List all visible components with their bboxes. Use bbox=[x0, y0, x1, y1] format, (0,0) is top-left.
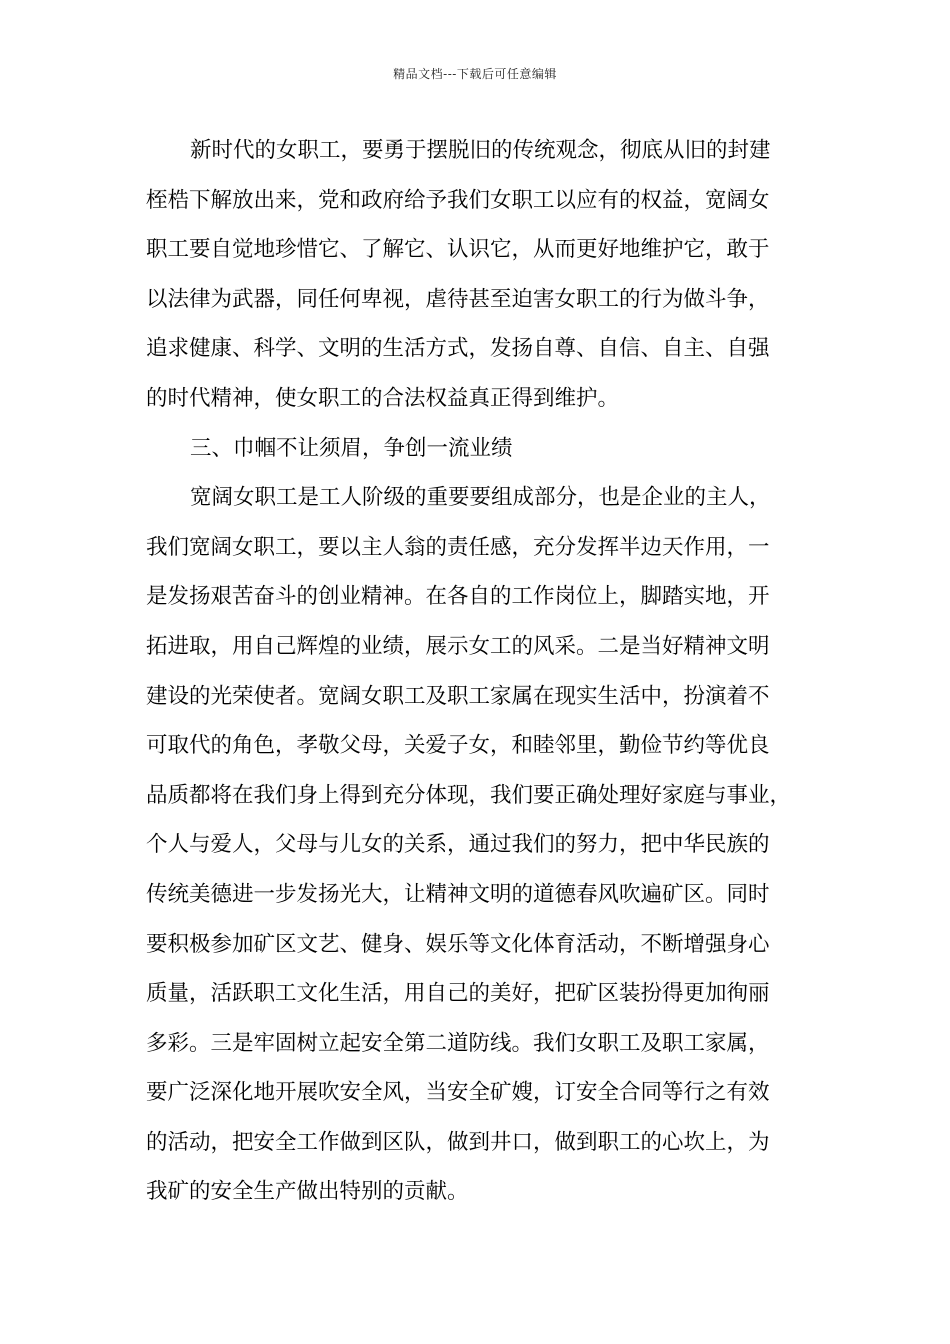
text-line: 三、巾帼不让须眉，争创一流业绩 bbox=[190, 435, 513, 461]
text-line: 的时代精神，使女职工的合法权益真正得到维护。 bbox=[146, 385, 620, 411]
page-header: 精品文档---下载后可任意编辑 bbox=[393, 67, 557, 81]
text-line: 个人与爱人，父母与儿女的关系，通过我们的努力，把中华民族的 bbox=[146, 832, 770, 858]
text-line: 我矿的安全生产做出特别的贡献。 bbox=[146, 1179, 469, 1205]
text-line: 新时代的女职工，要勇于摆脱旧的传统观念，彻底从旧的封建 bbox=[190, 138, 771, 163]
text-line: 宽阔女职工是工人阶级的重要要组成部分，也是企业的主人， bbox=[190, 485, 771, 511]
text-line: 要积极参加矿区文艺、健身、娱乐等文化体育活动，不断增强身心 bbox=[146, 931, 770, 957]
text-line: 要广泛深化地开展吹安全风，当安全矿嫂，订安全合同等行之有效 bbox=[146, 1080, 770, 1106]
text-line: 职工要自觉地珍惜它、了解它、认识它，从而更好地维护它，敢于 bbox=[146, 237, 770, 263]
text-line: 追求健康、科学、文明的生活方式，发扬自尊、自信、自主、自强 bbox=[146, 336, 770, 362]
text-line: 以法律为武器，同任何卑视，虐待甚至迫害女职工的行为做斗争， bbox=[146, 286, 770, 312]
text-line: 品质都将在我们身上得到充分体现，我们要正确处理好家庭与事业， bbox=[146, 782, 792, 808]
text-line: 是发扬艰苦奋斗的创业精神。在各自的工作岗位上，脚踏实地，开 bbox=[146, 584, 770, 610]
text-line: 可取代的角色，孝敬父母，关爱子女，和睦邻里，勤俭节约等优良 bbox=[146, 733, 770, 759]
text-line: 多彩。三是牢固树立起安全第二道防线。我们女职工及职工家属， bbox=[146, 1030, 770, 1056]
text-line: 传统美德进一步发扬光大，让精神文明的道德春风吹遍矿区。同时 bbox=[146, 881, 770, 907]
text-line: 桎梏下解放出来，党和政府给予我们女职工以应有的权益，宽阔女 bbox=[146, 187, 770, 213]
text-line: 拓进取，用自己辉煌的业绩，展示女工的风采。二是当好精神文明 bbox=[146, 633, 770, 659]
text-line: 建设的光荣使者。宽阔女职工及职工家属在现实生活中，扮演着不 bbox=[146, 683, 770, 709]
body-text bbox=[146, 131, 816, 1222]
text-line: 的活动，把安全工作做到区队，做到井口，做到职工的心坎上，为 bbox=[146, 1129, 770, 1155]
text-line: 我们宽阔女职工，要以主人翁的责任感，充分发挥半边天作用，一 bbox=[146, 534, 770, 560]
text-line: 质量，活跃职工文化生活，用自己的美好，把矿区装扮得更加徇丽 bbox=[146, 981, 770, 1007]
